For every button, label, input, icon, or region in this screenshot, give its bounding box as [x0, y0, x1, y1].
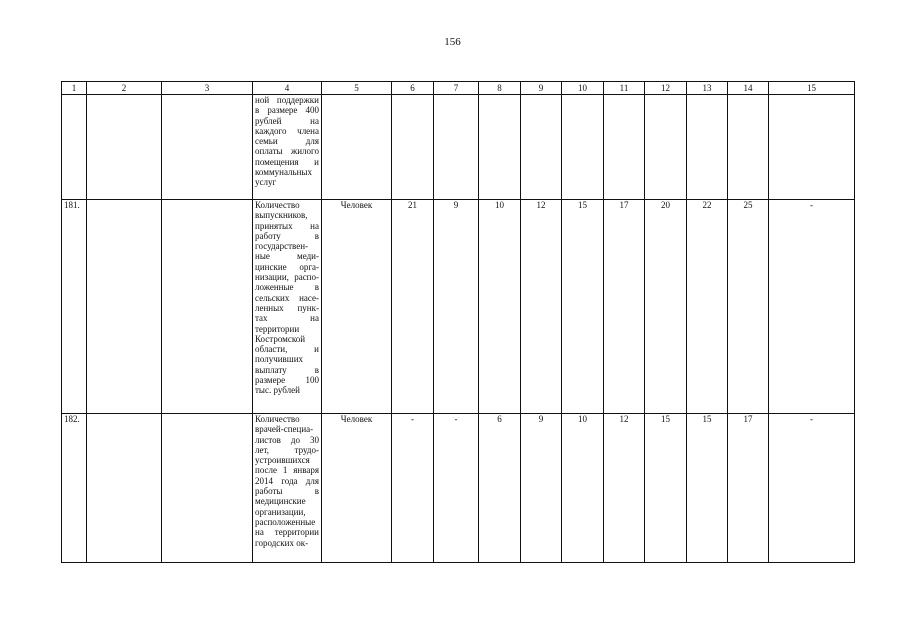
value-cell-col-6: -	[392, 414, 434, 563]
description-line: помещения и	[255, 156, 319, 167]
description-line: государствен-	[255, 241, 309, 252]
column-3-cell	[162, 95, 253, 200]
value-cell-col-11	[604, 95, 645, 200]
description-line: Костромской	[255, 333, 306, 344]
value-cell-col-13	[687, 95, 728, 200]
description-line: ной поддержки	[255, 95, 319, 105]
value-cell-col-15	[769, 95, 855, 200]
table-row	[62, 414, 855, 563]
description-line: оплаты жилого	[255, 146, 319, 157]
table-body	[62, 95, 855, 563]
description-line: области, и	[255, 344, 319, 355]
description-line: рублей на	[255, 115, 319, 126]
value-cell-col-6: 21	[392, 200, 434, 414]
description-line: услуг	[255, 177, 277, 188]
description-line: врачей-специа-	[255, 424, 314, 435]
description-line: после 1 января	[255, 465, 319, 476]
value-cell-col-15: -	[769, 200, 855, 414]
column-header-6: 6	[392, 82, 434, 95]
column-header-12: 12	[645, 82, 687, 95]
description-line: цинские орга-	[255, 261, 319, 272]
description-line: выплату в	[255, 364, 319, 375]
value-cell-col-6	[392, 95, 434, 200]
unit-cell: Человек	[322, 200, 392, 414]
column-header-2: 2	[87, 82, 162, 95]
description-line: в размере 400	[255, 105, 319, 116]
column-header-5: 5	[322, 82, 392, 95]
value-cell-col-12: 20	[645, 200, 687, 414]
value-cell-col-9: 12	[521, 200, 562, 414]
value-cell-col-13: 22	[687, 200, 728, 414]
header-row	[62, 82, 855, 95]
value-cell-col-9	[521, 95, 562, 200]
description-cell	[253, 95, 322, 200]
column-header-8: 8	[479, 82, 521, 95]
column-2-cell	[87, 200, 162, 414]
description-line: расположенные	[255, 516, 316, 527]
table-row	[62, 200, 855, 414]
value-cell-col-11: 17	[604, 200, 645, 414]
column-2-cell	[87, 95, 162, 200]
column-3-cell	[162, 200, 253, 414]
value-cell-col-14	[728, 95, 769, 200]
description-line: сельских насе-	[255, 292, 319, 303]
description-line: городских ок-	[255, 537, 309, 548]
value-cell-col-8	[479, 95, 521, 200]
description-line: 2014 года для	[255, 475, 319, 486]
column-header-11: 11	[604, 82, 645, 95]
unit-cell	[322, 95, 392, 200]
column-header-10: 10	[562, 82, 604, 95]
description-line: каждого члена	[255, 125, 319, 136]
row-number-cell: 181.	[62, 200, 87, 414]
column-header-14: 14	[728, 82, 769, 95]
column-header-7: 7	[434, 82, 479, 95]
description-line: низации, распо-	[255, 272, 319, 283]
table-row	[62, 95, 855, 200]
description-line: лет, трудо-	[255, 444, 319, 455]
description-line: тах на	[255, 313, 319, 324]
row-number-cell	[62, 95, 87, 200]
column-header-15: 15	[769, 82, 855, 95]
description-line: работы в	[255, 486, 319, 497]
column-header-4: 4	[253, 82, 322, 95]
value-cell-col-10	[562, 95, 604, 200]
value-cell-col-12: 15	[645, 414, 687, 563]
description-line: ленных пунк-	[255, 302, 319, 313]
description-line: получивших	[255, 354, 304, 365]
value-cell-col-9: 9	[521, 414, 562, 563]
description-line: выпускников,	[255, 210, 308, 221]
description-line: Количество	[255, 414, 300, 424]
description-line: территории	[255, 323, 300, 334]
value-cell-col-7	[434, 95, 479, 200]
description-line: ные меди-	[255, 251, 319, 262]
value-cell-col-7: 9	[434, 200, 479, 414]
description-line: коммунальных	[255, 167, 312, 178]
description-line: ложенные в	[255, 282, 319, 293]
description-line: семьи для	[255, 136, 319, 147]
value-cell-col-14: 17	[728, 414, 769, 563]
value-cell-col-8: 10	[479, 200, 521, 414]
description-line: принятых на	[255, 220, 319, 231]
value-cell-col-10: 15	[562, 200, 604, 414]
description-line: тыс. рублей	[255, 385, 300, 396]
page-number: 156	[444, 36, 461, 48]
value-cell-col-15: -	[769, 414, 855, 563]
description-line: Количество	[255, 200, 300, 210]
description-line: на территории	[255, 527, 319, 538]
column-header-1: 1	[62, 82, 87, 95]
value-cell-col-12	[645, 95, 687, 200]
row-number-cell: 182.	[62, 414, 87, 563]
column-header-3: 3	[162, 82, 253, 95]
description-line: организации,	[255, 506, 306, 517]
column-header-9: 9	[521, 82, 562, 95]
description-line: листов до 30	[255, 434, 319, 445]
value-cell-col-13: 15	[687, 414, 728, 563]
data-table	[61, 81, 855, 563]
column-2-cell	[87, 414, 162, 563]
description-cell	[253, 200, 322, 414]
value-cell-col-7: -	[434, 414, 479, 563]
description-line: размере 100	[255, 375, 319, 386]
column-header-13: 13	[687, 82, 728, 95]
unit-cell: Человек	[322, 414, 392, 563]
description-line: медицинские	[255, 496, 306, 507]
description-line: устроившихся	[255, 455, 310, 466]
column-3-cell	[162, 414, 253, 563]
description-cell	[253, 414, 322, 563]
value-cell-col-8: 6	[479, 414, 521, 563]
value-cell-col-11: 12	[604, 414, 645, 563]
description-line: работу в	[255, 230, 319, 241]
value-cell-col-14: 25	[728, 200, 769, 414]
value-cell-col-10: 10	[562, 414, 604, 563]
